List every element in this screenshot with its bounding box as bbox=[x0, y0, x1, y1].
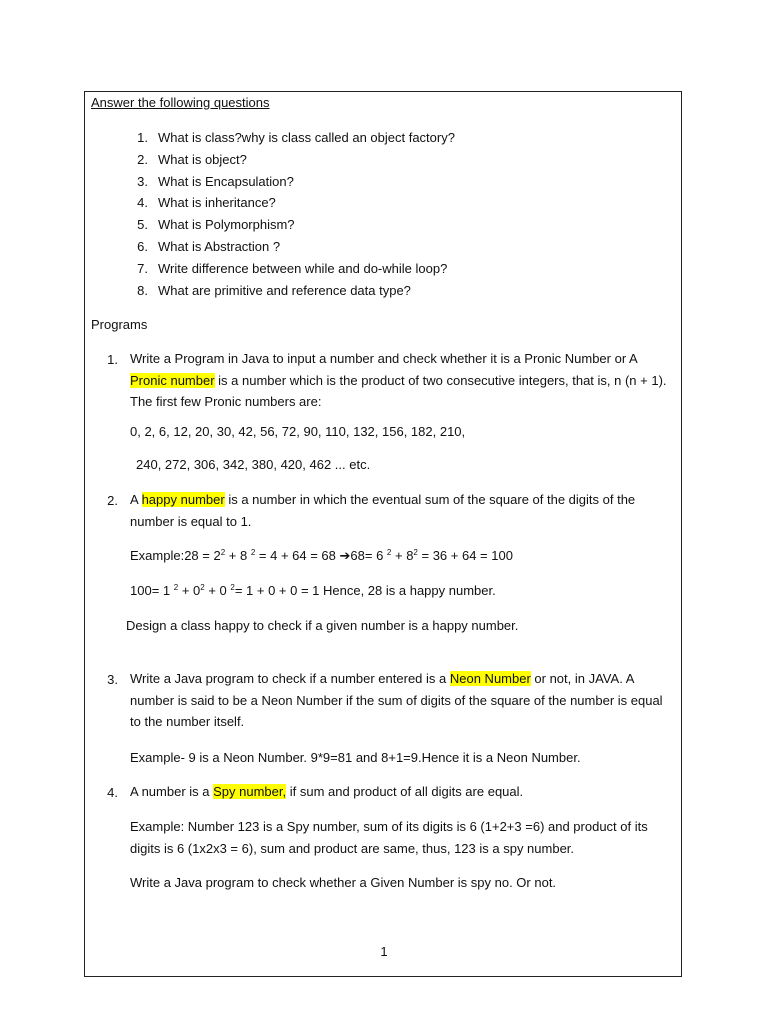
happy-example-line-2: 100= 1 $^2 + 0^2 + 0$ $^2$= 1 + 0 + 0 = 1 Hence, 28 is a happy number. bbox=[130, 583, 496, 598]
question-number: 2. bbox=[137, 152, 148, 167]
question-text: Write difference between while and do-while loop? bbox=[158, 261, 448, 276]
pronic-list-line-1: 0, 2, 6, 12, 20, 30, 42, 56, 72, 90, 110, 132, 156, 182, 210, bbox=[130, 424, 466, 439]
program-1-description: Write a Program in Java to input a number and check whether it is a Pronic Number or A Pronic number is a number which is the product of two consecutive integers, that is, n (n + 1). The first few Pronic numbers are: bbox=[130, 351, 667, 409]
question-text: What is Polymorphism? bbox=[158, 217, 295, 232]
program-number: 1. bbox=[107, 352, 118, 367]
program-3-description: Write a Java program to check if a number entered is a Neon Number or not, in JAVA. A number is said to be a Neon Number if the sum of digits of the square of the number is equal to the number itself. bbox=[130, 671, 663, 729]
page-number: 1 bbox=[380, 944, 388, 959]
highlighted-term: Neon Number bbox=[449, 671, 531, 686]
happy-design-task: Design a class happy to check if a given number is a happy number. bbox=[126, 618, 519, 633]
question-text: What is Abstraction ? bbox=[158, 239, 281, 254]
program-number: 2. bbox=[107, 493, 118, 508]
question-number: 4. bbox=[137, 195, 148, 210]
program-number: 4. bbox=[107, 785, 118, 800]
highlighted-term: Pronic number bbox=[130, 372, 215, 388]
question-number: 7. bbox=[137, 261, 148, 276]
question-number: 3. bbox=[137, 174, 148, 189]
question-text: What are primitive and reference data type? bbox=[158, 283, 411, 298]
arrow-icon: ➔ bbox=[339, 548, 351, 563]
question-text: What is class?why is class called an object factory? bbox=[158, 130, 455, 145]
program-4-description: A number is a Spy number, if sum and product of all digits are equal. bbox=[130, 784, 524, 799]
highlighted-term: Spy number, bbox=[213, 784, 287, 799]
question-number: 8. bbox=[137, 283, 148, 298]
highlighted-term: happy number bbox=[141, 492, 225, 507]
question-number: 6. bbox=[137, 239, 148, 254]
neon-example: Example- 9 is a Neon Number. 9*9=81 and 8+1=9.Hence it is a Neon Number. bbox=[130, 750, 581, 765]
happy-example-line-1: Example:28 = $2^2 + 8$ $^2$ = 4 + 64 = 68 ➔68= 6 $^2 + 8^2 = 36 + 64 = 100$ bbox=[130, 548, 513, 563]
question-text: What is Encapsulation? bbox=[158, 174, 294, 189]
question-text: What is inheritance? bbox=[158, 195, 276, 210]
program-number: 3. bbox=[107, 672, 118, 687]
spy-task: Write a Java program to check whether a Given Number is spy no. Or not. bbox=[130, 875, 557, 890]
program-2-description: A happy number is a number in which the eventual sum of the square of the digits of the number is equal to 1. bbox=[130, 492, 636, 529]
pronic-list-line-2: 240, 272, 306, 342, 380, 420, 462 ... etc. bbox=[136, 457, 371, 472]
programs-heading: Programs bbox=[91, 317, 148, 332]
question-text: What is object? bbox=[158, 152, 247, 167]
question-number: 5. bbox=[137, 217, 148, 232]
question-number: 1. bbox=[137, 130, 148, 145]
questions-heading: Answer the following questions bbox=[91, 95, 270, 110]
spy-example: Example: Number 123 is a Spy number, sum of its digits is 6 (1+2+3 =6) and product of its digits is 6 (1x2x3 = 6), sum and product are same, thus, 123 is a spy number. bbox=[130, 819, 648, 856]
